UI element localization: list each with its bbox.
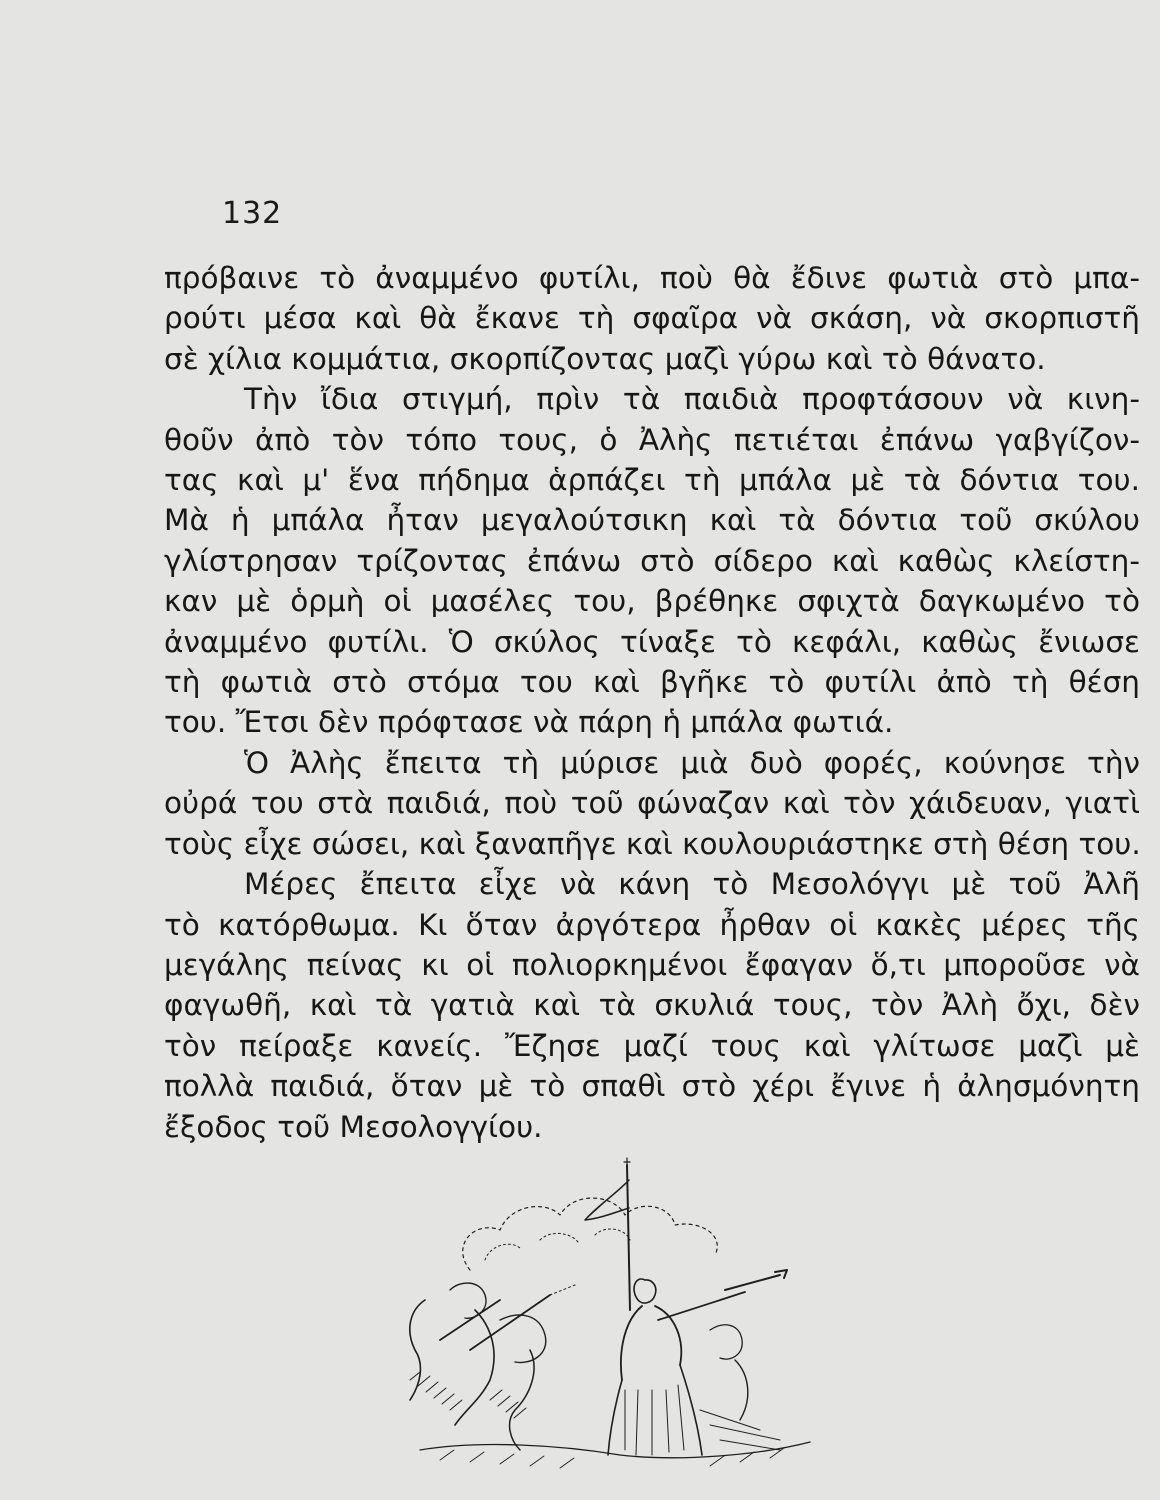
text-line: τοὺς εἶχε σώσει, καὶ ξαναπῆγε καὶ κουλουριάστηκε στὴ θέση του. (164, 826, 1141, 861)
text-line: Μὰ ἡ μπάλα ἦταν μεγαλούτσικη καὶ τὰ δόντια τοῦ σκύλου (164, 503, 1140, 538)
text-line: γλίστρησαν τρίζοντας ἐπάνω στὸ σίδερο καὶ καθὼς κλείστη- (164, 543, 1140, 578)
text-line: πολλὰ παιδιά, ὅταν μὲ τὸ σπαθὶ στὸ χέρι ἔγινε ἡ ἀλησμόνητη (164, 1069, 1140, 1104)
text-line: του. Ἔτσι δὲν πρόφτασε νὰ πάρη ἡ μπάλα φωτιά. (164, 705, 894, 740)
body-text (164, 258, 1140, 1147)
battle-illustration (380, 1150, 850, 1490)
text-line: τὸν πείραξε κανείς. Ἔζησε μαζί τους καὶ γλίτωσε μαζὶ μὲ (164, 1028, 1140, 1063)
text-line: ἀναμμένο φυτίλι. Ὁ σκύλος τίναξε τὸ κεφάλι, καθὼς ἔνιωσε (164, 624, 1140, 659)
text-line: τὴ φωτιὰ στὸ στόμα του καὶ βγῆκε τὸ φυτίλι ἀπὸ τὴ θέση (164, 665, 1140, 700)
page-number: 132 (222, 196, 283, 231)
text-line: μεγάλης πείνας κι οἱ πολιορκημένοι ἔφαγαν ὅ,τι μποροῦσε νὰ (164, 947, 1140, 982)
text-line: ἔξοδος τοῦ Μεσολογγίου. (164, 1109, 543, 1144)
text-line: φαγωθῆ, καὶ τὰ γατιὰ καὶ τὰ σκυλιά τους, τὸν Ἀλὴ ὄχι, δὲν (164, 988, 1140, 1023)
text-line: ρούτι μέσα καὶ θὰ ἔκανε τὴ σφαῖρα νὰ σκάση, νὰ σκορπιστῆ (164, 301, 1140, 336)
text-line: τὸ κατόρθωμα. Κι ὅταν ἀργότερα ἦρθαν οἱ κακὲς μέρες τῆς (164, 907, 1140, 942)
text-line: καν μὲ ὁρμὴ οἱ μασέλες του, βρέθηκε σφιχτὰ δαγκωμένο τὸ (164, 584, 1140, 619)
text-line: οὐρά του στὰ παιδιά, ποὺ τοῦ φώναζαν καὶ τὸν χάιδευαν, γιατὶ (164, 786, 1140, 821)
text-line: πρόβαινε τὸ ἀναμμένο φυτίλι, ποὺ θὰ ἔδινε φωτιὰ στὸ μπα- (164, 261, 1140, 295)
text-line: Τὴν ἴδια στιγμή, πρὶν τὰ παιδιὰ προφτάσουν νὰ κινη- (244, 382, 1140, 417)
text-line: τας καὶ μ' ἕνα πήδημα ἁρπάζει τὴ μπάλα μὲ τὰ δόντια του. (164, 463, 1140, 498)
text-line: θοῦν ἀπὸ τὸν τόπο τους, ὁ Ἀλὴς πετιέται ἐπάνω γαβγίζον- (164, 422, 1140, 457)
text-line: Ὁ Ἀλὴς ἔπειτα τὴ μύρισε μιὰ δυὸ φορές, κούνησε τὴν (244, 745, 1140, 780)
text-line: Μέρες ἔπειτα εἶχε νὰ κάνη τὸ Μεσολόγγι μὲ τοῦ Ἀλῆ (244, 867, 1140, 902)
text-line: σὲ χίλια κομμάτια, σκορπίζοντας μαζὶ γύρω καὶ τὸ θάνατο. (164, 341, 1046, 376)
